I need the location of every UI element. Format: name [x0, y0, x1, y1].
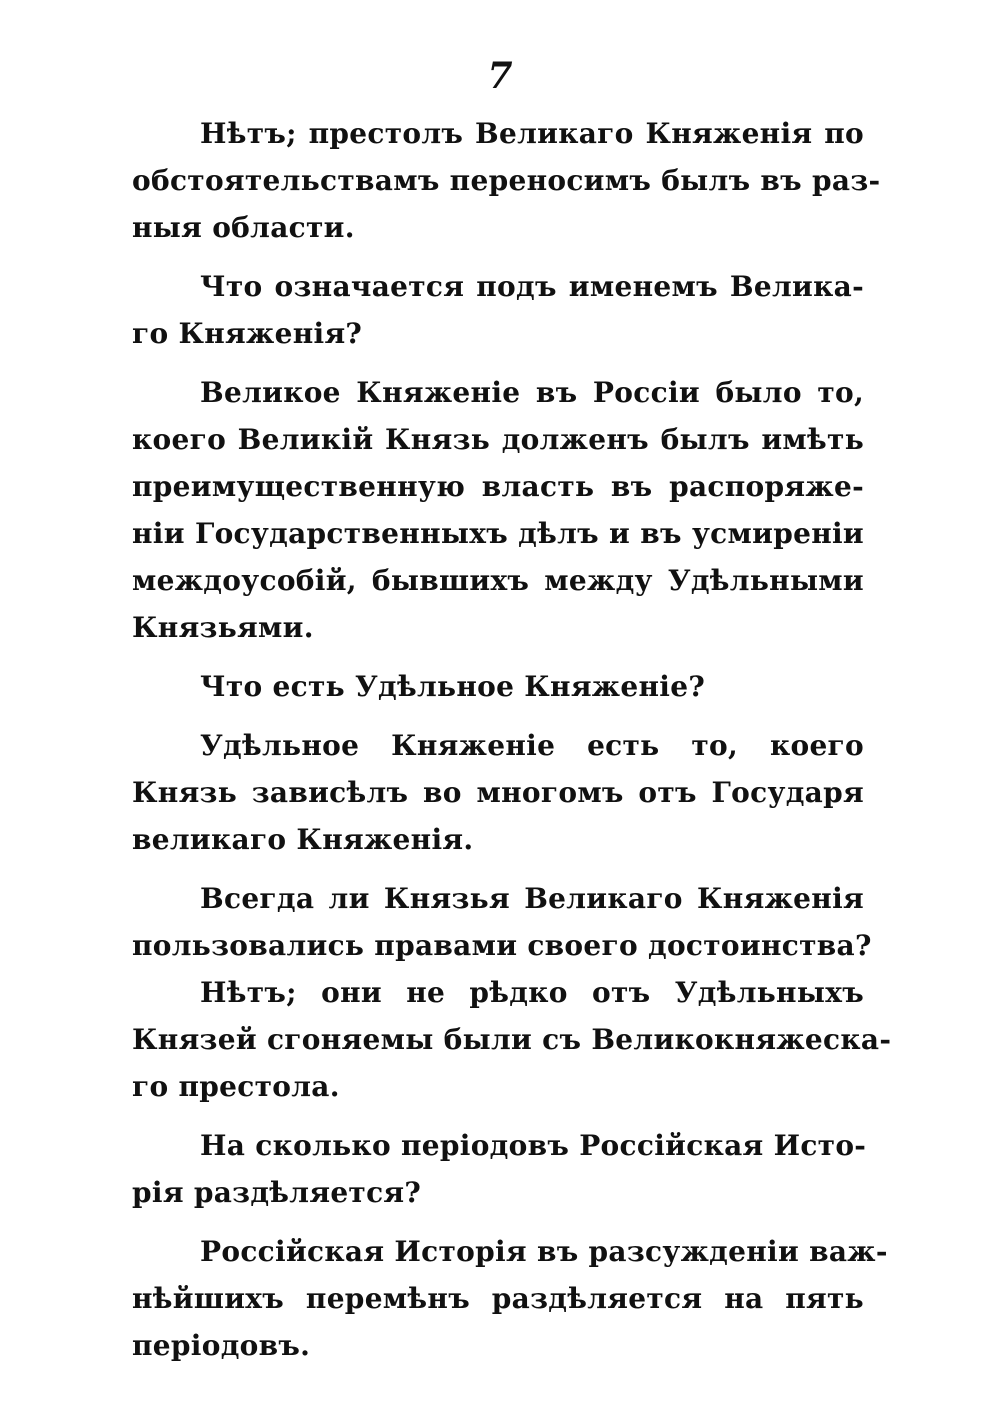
question-line: го Княженія? [132, 317, 363, 350]
text-line: Князей сгоняемы были съ Великокняжеска- [132, 1023, 892, 1056]
text-line: ніи Государственныхъ дѣлъ и въ усмиреніи [132, 517, 864, 550]
question-line: Что есть Удѣльное Княженіе? [200, 670, 706, 703]
text-line: Князьями. [132, 611, 314, 644]
page-number: 7 [487, 55, 513, 97]
text-line: Нѣтъ; они не рѣдко отъ Удѣльныхъ [200, 976, 864, 1009]
question-line: рія раздѣляется? [132, 1176, 422, 1209]
question-line: Всегда ли Князья Великаго Княженія [200, 882, 864, 915]
text-line: Князь зависѣлъ во многомъ отъ Государя [132, 776, 864, 809]
text-line: Нѣтъ; престолъ Великаго Княженія по [200, 117, 864, 150]
text-line: обстоятельствамъ переносимъ былъ въ раз- [132, 164, 881, 197]
text-line: ныя области. [132, 211, 355, 244]
text-line: коего Великій Князь долженъ былъ имѣть [132, 423, 864, 456]
text-line: періодовъ. [132, 1329, 311, 1362]
question-line: Что означается подъ именемъ Велика- [200, 270, 864, 303]
question-line: пользовались правами своего достоинства? [132, 929, 872, 962]
text-line: нѣйшихъ перемѣнъ раздѣляется на пять [132, 1282, 864, 1315]
text-line: великаго Княженія. [132, 823, 474, 856]
text-line: преимущественную власть въ распоряже- [132, 470, 864, 503]
text-line: го престола. [132, 1070, 340, 1103]
text-line: Великое Княженіе въ Россіи было то, [200, 376, 864, 409]
text-line: междоусобій, бывшихъ между Удѣльными [132, 564, 864, 597]
page-text [132, 110, 892, 1369]
text-line: Россійская Исторія въ разсужденіи важ- [200, 1235, 888, 1268]
text-line: Удѣльное Княженіе есть то, коего [200, 729, 864, 762]
question-line: На сколько періодовъ Россійская Исто- [200, 1129, 867, 1162]
